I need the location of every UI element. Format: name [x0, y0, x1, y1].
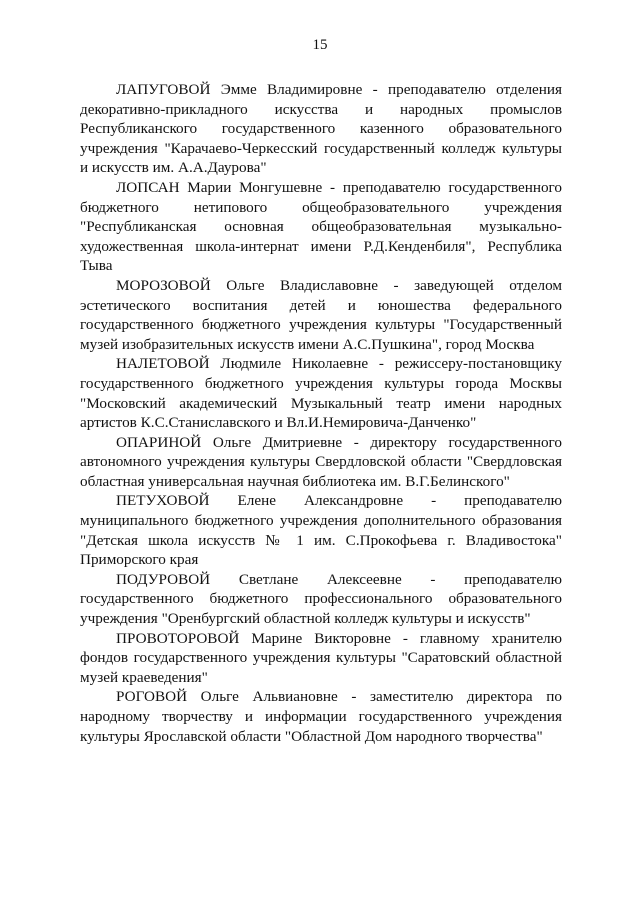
list-entry: ПЕТУХОВОЙ Елене Александровне - преподавателю муниципального бюджетного учреждения дополнительного образования "Детская школа искусств № 1 им. С.Прокофьева г. Владивостока" Приморского края: [80, 492, 562, 569]
list-entry: ОПАРИНОЙ Ольге Дмитриевне - директору государственного автономного учреждения культуры Свердловской области "Свердловская областная универсальная научная библиотека им. В.Г.Белинского": [80, 433, 562, 490]
list-entry: НАЛЕТОВОЙ Людмиле Николаевне - режиссеру-постановщику государственного бюджетного учреждения культуры города Москвы "Московский академический Музыкальный театр имени народных артистов К.С.Станиславского и Вл.И.Немировича-Данченко": [80, 355, 562, 432]
list-entry: МОРОЗОВОЙ Ольге Владиславовне - заведующей отделом эстетического воспитания детей и юношества федерального государственного бюджетного учреждения культуры "Государственный музей изобразительных искусств имени А.С.Пушкина", город Москва: [80, 276, 562, 353]
list-entry: ПОДУРОВОЙ Светлане Алексеевне - преподавателю государственного бюджетного профессионального образовательного учреждения "Оренбургский областной колледж культуры и искусств": [80, 570, 562, 628]
award-list: [80, 80, 562, 746]
list-entry: ПРОВОТОРОВОЙ Марине Викторовне - главному хранителю фондов государственного учреждения культуры "Саратовский областной музей краеведения": [80, 629, 562, 686]
list-entry: РОГОВОЙ Ольге Альвиановне - заместителю директора по народному творчеству и информации государственного учреждения культуры Ярославской области "Областной Дом народного творчества": [80, 688, 562, 745]
page-number: 15: [312, 37, 328, 53]
list-entry: ЛАПУГОВОЙ Эмме Владимировне - преподавателю отделения декоративно-прикладного искусства и народных промыслов Республиканского государственного казенного образовательного учреждения "Карачаево-Черкесский государственный колледж культуры и искусств им. А.А.Даурова": [80, 81, 562, 177]
list-entry: ЛОПСАН Марии Монгушевне - преподавателю государственного бюджетного нетипового общеобразовательного учреждения "Республиканская основная общеобразовательная музыкально-художественная школа-интернат имени Р.Д.Кенденбиля", Республика Тыва: [80, 178, 562, 275]
